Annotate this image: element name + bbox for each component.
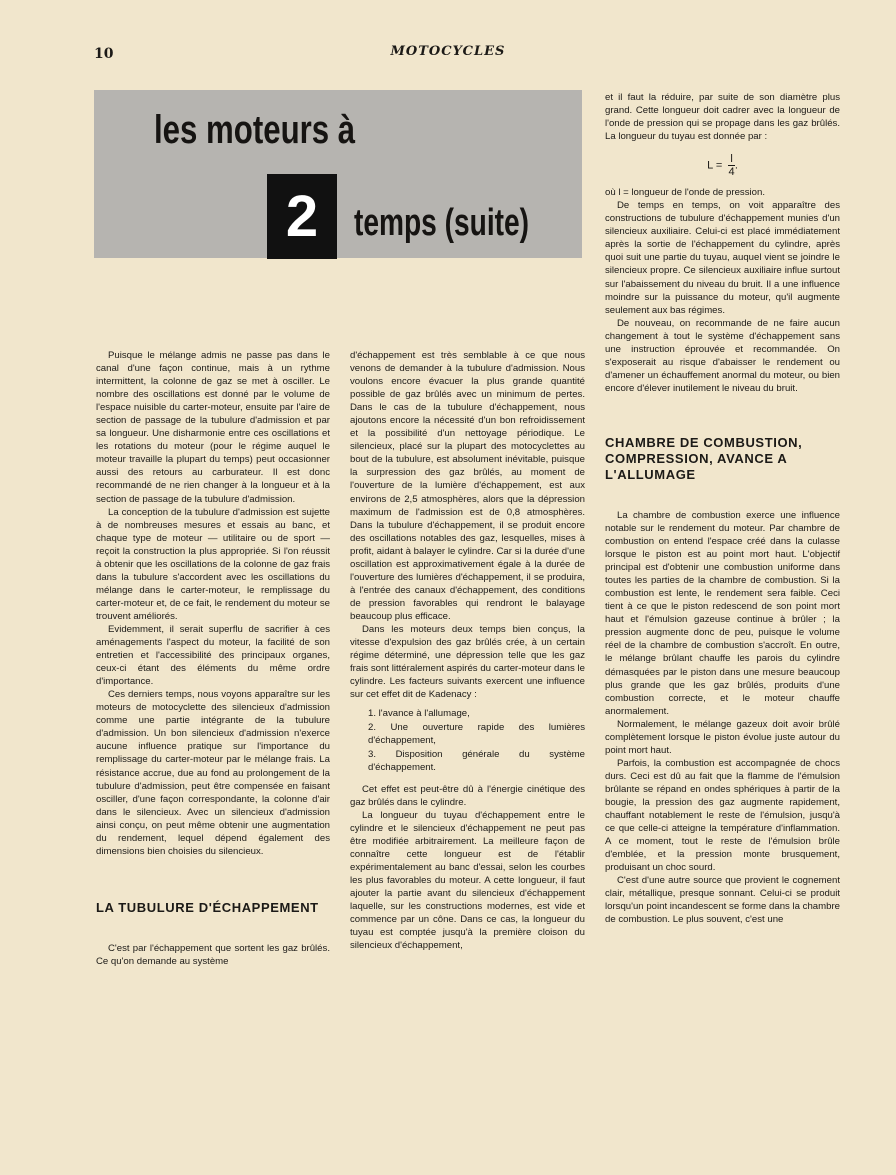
title-line-1: les moteurs à [154, 108, 356, 152]
section-heading-tubulure: LA TUBULURE D'ÉCHAPPEMENT [96, 899, 319, 915]
article-title-banner [94, 90, 582, 258]
page-number: 10 [94, 46, 114, 62]
paragraph: La chambre de combustion exerce une influence notable sur le rendement du moteur. Par chambre de combustion on entend l'espace créé dans la culasse lorsque le piston est au point mort haut. L'objectif principal est d'obtenir une combustion uniforme dans toutes les parties de la chambre de combustion. Si la combustion est lente, le rendement sera faible. Ceci tient à ce que le piston redescend de son point mort haut et l'émulsion gazeuse continue à brûler ; la pression augmente donc de peu, puisque le volume réel de la chambre de combustion s'accroît. En outre, le mélange brûlant chauffe les parois du cylindre démasquées par le piston dans une mesure beaucoup plus grande que les gaz brûlés, produits d'une combustion correcte, et le moteur chauffe anormalement. [605, 509, 840, 717]
list-item: 2. Une ouverture rapide des lumières d'échappement, [368, 722, 585, 747]
paragraph: Ces derniers temps, nous voyons apparaître sur les moteurs de motocyclette des silencieux d'admission comme une partie intégrante de la tubulure d'admission. Un bon silencieux d'admission n'exerce aucune influence pratique sur l'importance du remplissage du carter-moteur par le mélange frais. La résistance accrue, due au fond au prolongement de la tubulure d'admission, peut être compensée en faisant osciller, d'une façon correspondante, la colonne d'air dans le silencieux. Avec un silencieux d'admission ainsi conçu, on peut même obtenir une augmentation du rendement, lequel dépend également des dimensions bien choisies du silencieux. [96, 689, 330, 857]
length-formula [605, 153, 840, 178]
title-number-box: 2 [267, 174, 337, 259]
paragraph: Dans les moteurs deux temps bien conçus, la vitesse d'expulsion des gaz brûlés crée, à un certain régime déterminé, une dépression telle que les gaz frais sont littéralement aspirés du carter-moteur dans le cylindre. Les facteurs suivants exercent une influence sur cet effet dit de Kadenacy : [350, 623, 585, 701]
factor-list [350, 707, 585, 774]
column-middle [350, 349, 585, 952]
column-left [96, 349, 330, 968]
paragraph: et il faut la réduire, par suite de son diamètre plus grand. Cette longueur doit cadrer avec la longueur de l'onde de pression qui se propage dans les gaz brûlés. La longueur du tuyau est donnée par : [605, 92, 840, 143]
paragraph: De nouveau, on recommande de ne faire aucun changement à tout le système d'échappement sans une instruction éprouvée et recommandée. On s'exposerait au risque d'abaisser le rendement ou d'amener un échauffement anormal du moteur, ou bien encore d'élever inutilement le niveau du bruit. [605, 317, 840, 394]
paragraph: Puisque le mélange admis ne passe pas dans le canal d'une façon continue, mais à un rythme intermittent, la colonne de gaz se met à osciller. Le nombre des oscillations est donné par le volume de l'espace nuisible du carter-moteur, ensuite par l'aire de section de passage de la tubulure d'admission et par sa longueur. Une disharmonie entre ces oscillations et les rotations du moteur (pour le régime auquel le moteur travaille la plupart du temps) peut occasionner aussi des retours au carburateur. Il est donc recommandé de ne rien changer à la longueur et à la section de passage de la tubulure d'admission. [96, 350, 330, 505]
paragraph: d'échappement est très semblable à ce que nous venons de demander à la tubulure d'admission. Nous voulons encore évacuer la plus grande quantité possible de gaz brûlés avec un minimum de pertes. Dans le cas de la tubulure d'échappement, nous ajoutons encore la nécessité d'un bon refroidissement et la possibilité d'un nettoyage périodique. Le silencieux, placé sur la plupart des motocyclettes au bout de la tubulure, est absolument inévitable, puisque la surpression des gaz brûlés, au moment de l'ouverture de la lumière d'échappement, est aux environs de 2,5 atmosphères, alors que la dépression maximum de l'admission est de 0,8 atmosphères. Dans la tubulure d'échappement, il se produit encore des oscillations notables des gaz, lesquelles, mises à profit, aidant à balayer le cylindre. Car si la durée d'une oscillation est approximativement égale à la durée de l'ouverture des lumières d'échappement, il se produira, à l'entrée des canaux d'échappement, des conditions de pression favorables qui rendront le balayage beaucoup plus efficace. [350, 350, 585, 622]
title-line-2: temps (suite) [354, 202, 529, 244]
list-item: 3. Disposition générale du système d'échappement. [368, 749, 585, 774]
paragraph: Parfois, la combustion est accompagnée de chocs durs. Ceci est dû au fait que la flamme de l'émulsion brûlante se répand en ondes sphériques à partir de la bougie, la pression des gaz augmente rapidement, chauffant notablement le reste de l'émulsion, jusqu'à ce que celle-ci atteigne la température d'inflammation. A ce moment, tout le reste de l'émulsion brûle d'emblée, et la pression monte brusquement, produisant un choc sourd. [605, 757, 840, 874]
list-item: 1. l'avance à l'allumage, [368, 708, 470, 720]
formula-lhs: L = [707, 159, 723, 172]
paragraph: Normalement, le mélange gazeux doit avoir brûlé complètement lorsque le piston évolue juste autour du point mort haut. [605, 718, 840, 756]
paragraph: où l = longueur de l'onde de pression. [605, 187, 765, 199]
formula-denominator: 4 [728, 166, 735, 179]
column-right [605, 91, 840, 926]
paragraph: La conception de la tubulure d'admission est sujette à de nombreuses mesures et essais au banc, et chaque type de moteur — utilitaire ou de sport — reçoit la construction la plus appropriée. Si l'on réussit à obtenir que les oscillations de la colonne de gaz frais dans la tubulure s'accordent avec les oscillations du mélange dans le carter-moteur, le remplissage du carter-moteur et, de ce fait, le rendement du moteur se trouvent améliorés. [96, 506, 330, 622]
formula-numerator: l [730, 153, 733, 166]
paragraph: De temps en temps, on voit apparaître des constructions de tubulure d'échappement munies d'un silencieux auxiliaire. Celui-ci est placé immédiatement après la sortie de l'échappement du cylindre, après quoi suit une partie du tuyau, auquel vient se joindre le silencieux propre. Ce silencieux auxiliaire influe surtout sur l'abaissement du niveau du bruit. Il a une influence moindre sur la puissance du moteur, qu'il augmente seulement aux bas régimes. [605, 200, 840, 316]
paragraph: C'est d'une autre source que provient le cognement clair, métallique, presque sonnant. Celui-ci se produit lorsqu'un point incandescent se forme dans la chambre de combustion. Le plus souvent, c'est une [605, 875, 840, 926]
running-title: MOTOCYCLES [390, 44, 506, 59]
formula-end: . [734, 159, 738, 172]
paragraph: Evidemment, il serait superflu de sacrifier à ces aménagements l'aspect du moteur, la facilité de son entretien et l'accessibilité des principaux organes, ceux-ci étant des éléments du même ordre d'importance. [96, 623, 330, 688]
paragraph: C'est par l'échappement que sortent les gaz brûlés. Ce qu'on demande au système [96, 942, 330, 967]
section-heading-chambre: CHAMBRE DE COMBUSTION, COMPRESSION, AVANCE A L'ALLUMAGE [605, 434, 803, 482]
paragraph: La longueur du tuyau d'échappement entre le cylindre et le silencieux d'échappement ne peut pas être modifiée arbitrairement. La meilleure façon de connaître cette longueur est de l'établir expérimentalement au banc d'essai, selon les courbes les plus favorables du moteur. A cette longueur, il faut ajouter la partie avant du silencieux d'échappement laquelle, sur les constructions modernes, est vide et commence par un cône. Dans ce cas, la longueur du tuyau est comptée jusqu'à la première cloison du silencieux d'échappement, [350, 809, 585, 952]
paragraph: Cet effet est peut-être dû à l'énergie cinétique des gaz brûlés dans le cylindre. [350, 783, 585, 808]
